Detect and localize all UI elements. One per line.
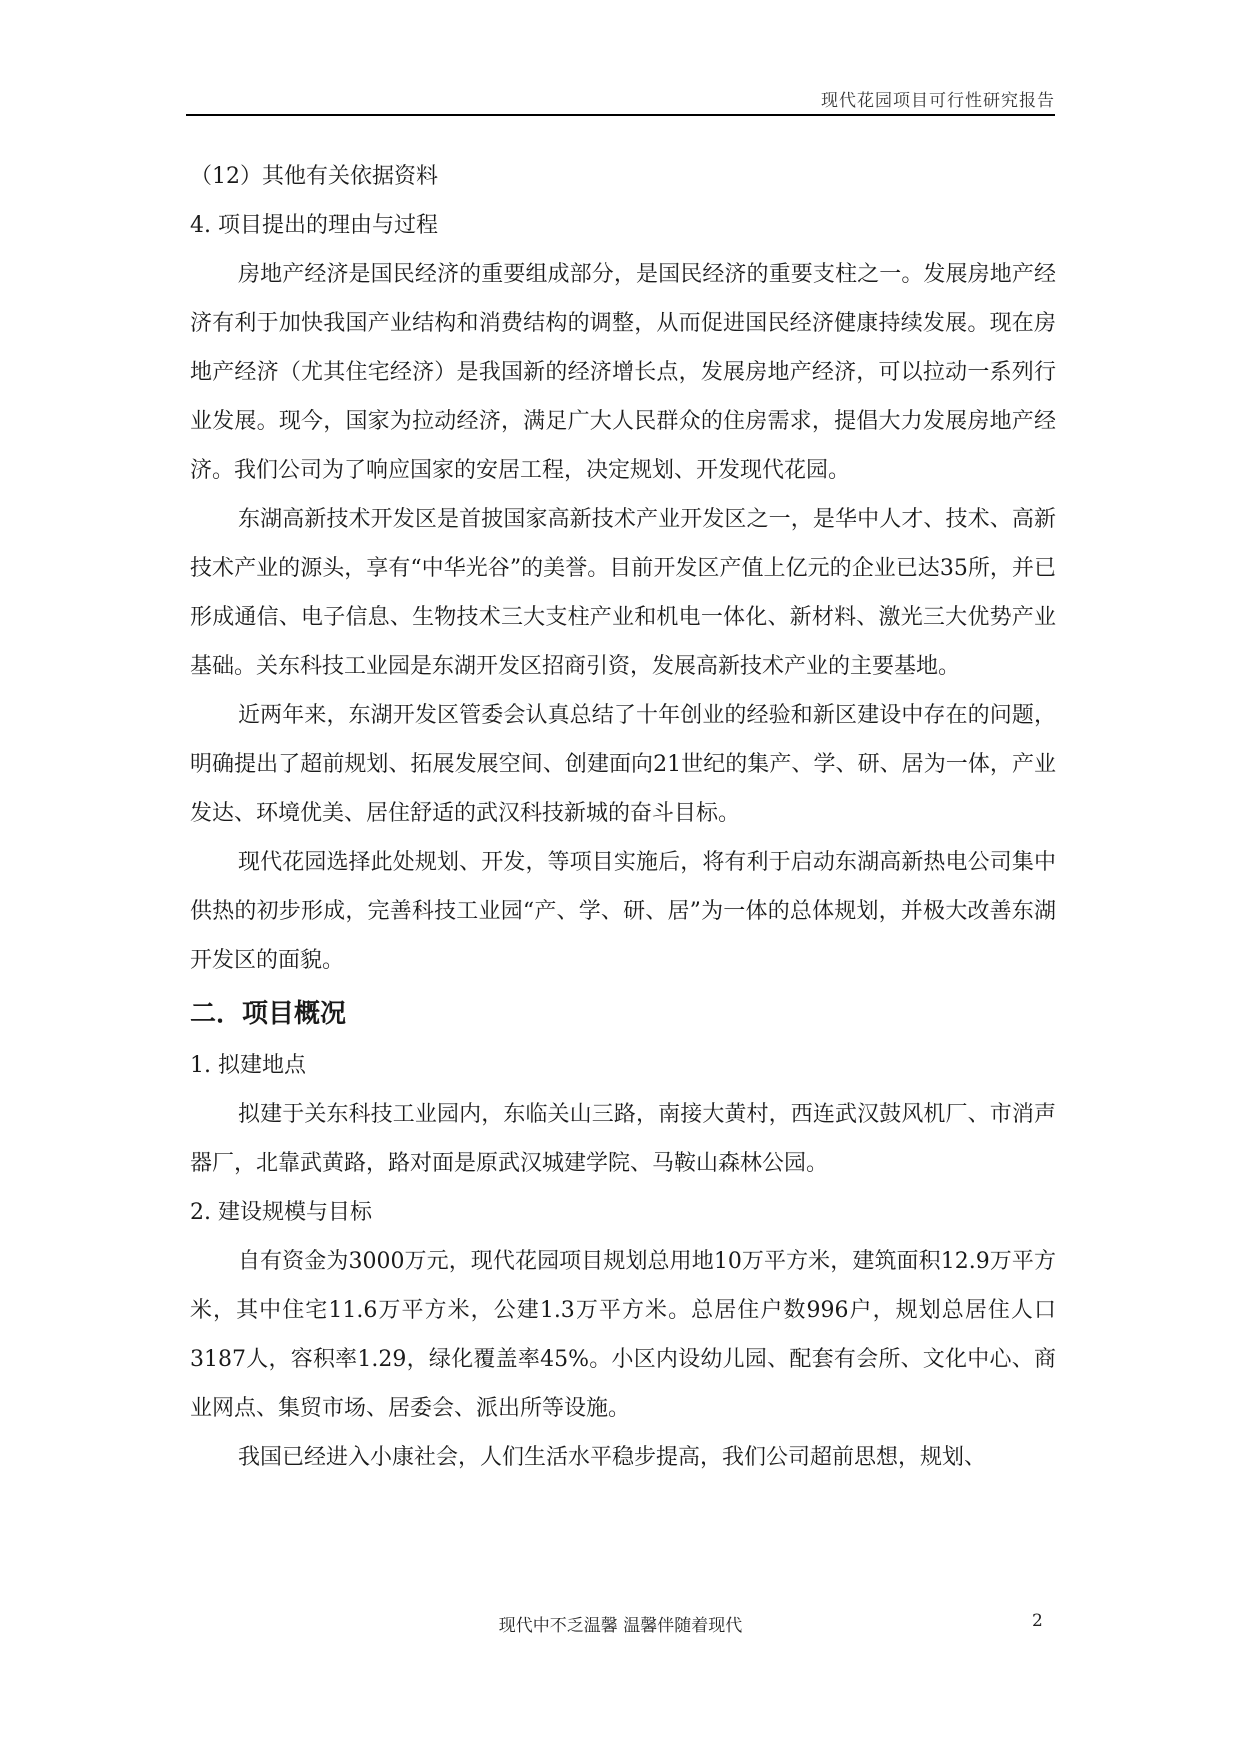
subheading-location: 1. 拟建地点	[190, 1053, 306, 1078]
paragraph-scale: 自有资金为3000万元，现代花园项目规划总用地10万平方米，建筑面积12.9万平方米，其中住宅11.6万平方米，公建1.3万平方米。总居住户数996户，规划总居住人口3187人，容积率1.29，绿化覆盖率45%。小区内设幼儿园、配套有会所、文化中心、商业网点、集贸市场、居委会、派出所等设施。	[190, 1249, 1056, 1421]
paragraph-recent-years: 近两年来，东湖开发区管委会认真总结了十年创业的经验和新区建设中存在的问题，明确提出了超前规划、拓展发展空间、创建面向21世纪的集产、学、研、居为一体，产业发达、环境优美、居住舒适的武汉科技新城的奋斗目标。	[190, 703, 1056, 826]
paragraph-location: 拟建于关东科技工业园内，东临关山三路，南接大黄村，西连武汉鼓风机厂、市消声器厂，北靠武黄路，路对面是原武汉城建学院、马鞍山森林公园。	[190, 1102, 1056, 1176]
page-number: 2	[1032, 1611, 1043, 1631]
header-rule	[186, 114, 1055, 116]
subheading-scale: 2. 建设规模与目标	[190, 1200, 372, 1225]
section-heading-overview: 二．项目概况	[190, 999, 347, 1029]
list-item-12: （12）其他有关依据资料	[190, 164, 438, 189]
running-header: 现代花园项目可行性研究报告	[821, 91, 1055, 111]
paragraph-real-estate: 房地产经济是国民经济的重要组成部分，是国民经济的重要支柱之一。发展房地产经济有利于加快我国产业结构和消费结构的调整，从而促进国民经济健康持续发展。现在房地产经济（尤其住宅经济）是我国新的经济增长点，发展房地产经济，可以拉动一系列行业发展。现今，国家为拉动经济，满足广大人民群众的住房需求，提倡大力发展房地产经济。我们公司为了响应国家的安居工程，决定规划、开发现代花园。	[190, 262, 1056, 483]
paragraph-continuation: 我国已经进入小康社会，人们生活水平稳步提高，我们公司超前思想，规划、	[238, 1445, 987, 1470]
paragraph-donghu-zone: 东湖高新技术开发区是首披国家高新技术产业开发区之一，是华中人才、技术、高新技术产业的源头，享有“中华光谷”的美誉。目前开发区产值上亿元的企业已达35所，并已形成通信、电子信息、生物技术三大支柱产业和机电一体化、新材料、激光三大优势产业基础。关东科技工业园是东湖开发区招商引资，发展高新技术产业的主要基地。	[190, 507, 1056, 679]
subheading-project-reason: 4. 项目提出的理由与过程	[190, 213, 438, 238]
page-body	[190, 152, 1056, 1482]
paragraph-site-choice: 现代花园选择此处规划、开发，等项目实施后，将有利于启动东湖高新热电公司集中供热的初步形成，完善科技工业园“产、学、研、居”为一体的总体规划，并极大改善东湖开发区的面貌。	[190, 850, 1056, 973]
footer-slogan: 现代中不乏温馨 温馨伴随着现代	[498, 1616, 743, 1636]
